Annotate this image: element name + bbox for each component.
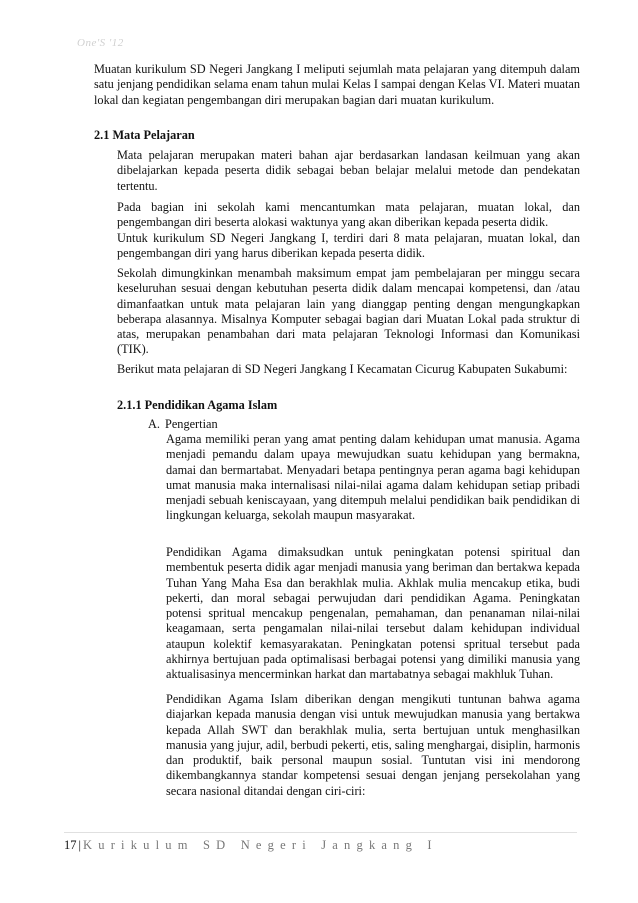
list-marker: A. <box>148 417 160 431</box>
paragraph-sekolah-dimungkinkan: Sekolah dimungkinkan menambah maksimum empat jam pembelajaran per minggu secara keseluruhan sesuai dengan kebutuhan peserta didik dalam mencapai kompetensi, dan /atau dimanfaatkan untuk mata pelajaran lain yang dianggap penting dengan mengungkapkan beberapa alasannya. Misalnya Komputer sebagai bagian dari Muatan Lokal pada struktur di atas, merupakan penambahan dari mata pelajaran Teknologi Informasi dan Komunikasi (TIK). <box>117 266 580 357</box>
page-number: 17 <box>64 838 77 852</box>
intro-paragraph: Muatan kurikulum SD Negeri Jangkang I meliputi sejumlah mata pelajaran yang ditempuh dalam satu jenjang pendidikan selama enam tahun mulai Kelas I sampai dengan Kelas VI. Materi muatan lokal dan kegiatan pengembangan diri merupakan bagian dari muatan kurikulum. <box>94 62 580 107</box>
footer-divider <box>64 832 577 833</box>
paragraph-agama-peran: Agama memiliki peran yang amat penting dalam kehidupan umat manusia. Agama menjadi pemandu dalam upaya mewujudkan suatu kehidupan yang bermakna, damai dan bermartabat. Menyadari betapa pentingnya peran agama bagi kehidupan umat manusia maka internalisasi nilai-nilai agama dalam kehidupan setiap pribadi menjadi sebuah keniscayaan, yang ditempuh melalui pendidikan baik pendidikan di lingkungan keluarga, sekolah maupun masyarakat. <box>166 432 580 523</box>
paragraph-untuk-kurikulum: Untuk kurikulum SD Negeri Jangkang I, terdiri dari 8 mata pelajaran, muatan lokal, dan pengembangan diri yang harus diberikan kepada peserta didik. <box>117 231 580 261</box>
paragraph-mata-pelajaran: Mata pelajaran merupakan materi bahan ajar berdasarkan landasan keilmuan yang akan dibelajarkan kepada peserta didik sebagai beban belajar melalui metode dan pendekatan tertentu. <box>117 148 580 193</box>
page-header: One'S '12 <box>77 37 124 49</box>
section-heading: 2.1 Mata Pelajaran <box>94 128 195 142</box>
page-footer <box>64 838 438 853</box>
paragraph-berikut: Berikut mata pelajaran di SD Negeri Jangkang I Kecamatan Cicurug Kabupaten Sukabumi: <box>117 362 568 376</box>
footer-title: Kurikulum SD Negeri Jangkang I <box>83 838 438 852</box>
list-item-title: Pengertian <box>165 417 218 431</box>
footer-separator: | <box>78 838 82 852</box>
paragraph-bagian-ini: Pada bagian ini sekolah kami mencantumkan mata pelajaran, muatan lokal, dan pengembangan diri beserta alokasi waktunya yang akan diberikan kepada peserta didik. <box>117 200 580 230</box>
paragraph-pendidikan-agama: Pendidikan Agama dimaksudkan untuk peningkatan potensi spiritual dan membentuk peserta didik agar menjadi manusia yang beriman dan bertakwa kepada Tuhan Yang Maha Esa dan berakhlak mulia. Akhlak mulia mencakup etika, budi pekerti, dan moral sebagai perwujudan dari pendidikan Agama. Peningkatan potensi spritual mencakup pengenalan, pemahaman, dan penanaman nilai-nilai keagamaan, serta pengamalan nilai-nilai tersebut dalam kehidupan individual ataupun kolektif kemasyarakatan. Peningkatan potensi spritual tersebut pada akhirnya bertujuan pada optimalisasi berbagai potensi yang dimiliki manusia yang aktualisasinya mencerminkan harkat dan martabatnya sebagai makhluk Tuhan. <box>166 545 580 682</box>
subsection-heading: 2.1.1 Pendidikan Agama Islam <box>117 398 278 412</box>
paragraph-pendidikan-agama-islam: Pendidikan Agama Islam diberikan dengan mengikuti tuntunan bahwa agama diajarkan kepada manusia dengan visi untuk mewujudkan manusia yang bertakwa kepada Allah SWT dan berakhlak mulia, serta bertujuan untuk menghasilkan manusia yang jujur, adil, berbudi pekerti, etis, saling menghargai, disiplin, harmonis dan produktif, baik personal maupun sosial. Tuntutan visi ini mendorong dikembangkannya standar kompetensi sesuai dengan jenjang persekolahan yang secara nasional ditandai dengan ciri-ciri: <box>166 692 580 798</box>
